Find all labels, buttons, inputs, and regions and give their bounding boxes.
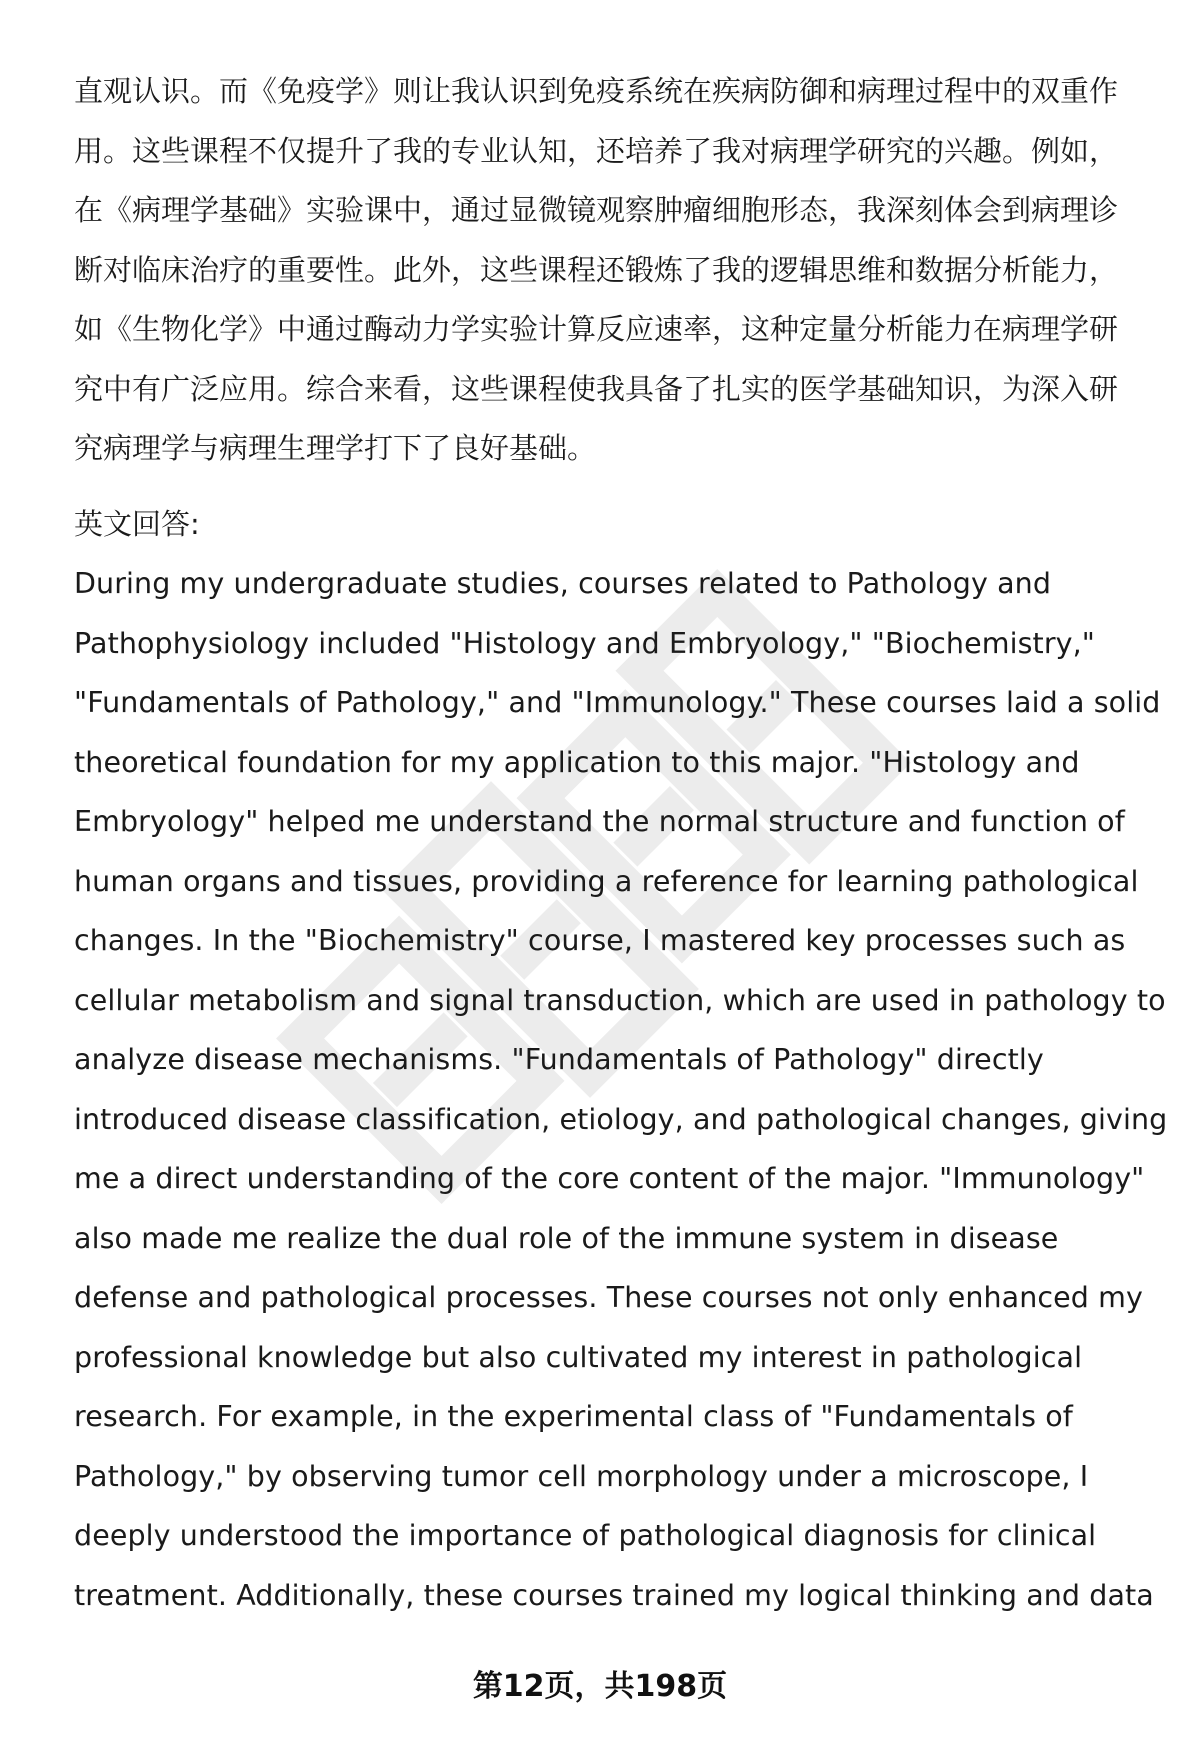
chinese-answer-line: 究中有广泛应用。综合来看，这些课程使我具备了扎实的医学基础知识，为深入研 [74, 371, 1119, 406]
english-answer-line: Pathology," by observing tumor cell morphology under a microscope, I [74, 1459, 1089, 1493]
english-answer-line: research. For example, in the experimental class of "Fundamentals of [74, 1400, 1073, 1433]
chinese-answer-paragraph [74, 62, 1154, 479]
english-answer-line: introduced disease classification, etiology, and pathological changes, giving [74, 1102, 1168, 1136]
chinese-answer-line: 断对临床治疗的重要性。此外，这些课程还锻炼了我的逻辑思维和数据分析能力， [74, 252, 1119, 287]
english-answer-line: professional knowledge but also cultivated my interest in pathological [74, 1340, 1083, 1374]
chinese-answer-line: 究病理学与病理生理学打下了良好基础。 [74, 431, 597, 465]
chinese-answer-line: 用。这些课程不仅提升了我的专业认知，还培养了我对病理学研究的兴趣。例如， [74, 133, 1119, 168]
english-answer-line: Embryology" helped me understand the normal structure and function of [74, 805, 1125, 838]
english-answer-label: 英文回答: [74, 506, 200, 541]
english-answer-line: treatment. Additionally, these courses trained my logical thinking and data [74, 1578, 1154, 1612]
page-number-footer: 第12页，共198页 [472, 1669, 728, 1704]
english-answer-line: me a direct understanding of the core content of the major. "Immunology" [74, 1162, 1145, 1195]
chinese-answer-line: 直观认识。而《免疫学》则让我认识到免疫系统在疾病防御和病理过程中的双重作 [74, 74, 1119, 108]
english-answer-line: deeply understood the importance of pathological diagnosis for clinical [74, 1519, 1097, 1552]
chinese-answer-line: 在《病理学基础》实验课中，通过显微镜观察肿瘤细胞形态，我深刻体会到病理诊 [74, 193, 1119, 227]
page-content [74, 62, 1168, 1625]
english-answer-line: also made me realize the dual role of the immune system in disease [74, 1221, 1059, 1255]
english-answer-line: During my undergraduate studies, courses related to Pathology and [74, 567, 1052, 600]
english-answer-line: analyze disease mechanisms. "Fundamentals of Pathology" directly [74, 1043, 1044, 1076]
english-answer-line: Pathophysiology included "Histology and Embryology," "Biochemistry," [74, 626, 1095, 660]
english-answer-line: defense and pathological processes. These courses not only enhanced my [74, 1281, 1143, 1314]
english-answer-line: theoretical foundation for my application to this major. "Histology and [74, 745, 1080, 779]
english-answer-line: human organs and tissues, providing a reference for learning pathological [74, 864, 1139, 898]
english-answer-paragraph [74, 554, 1168, 1625]
english-answer-line: changes. In the "Biochemistry" course, I mastered key processes such as [74, 924, 1126, 957]
english-answer-line: cellular metabolism and signal transduction, which are used in pathology to [74, 983, 1166, 1017]
chinese-answer-line: 如《生物化学》中通过酶动力学实验计算反应速率，这种定量分析能力在病理学研 [74, 312, 1119, 346]
english-answer-line: "Fundamentals of Pathology," and "Immunology." These courses laid a solid [74, 686, 1161, 719]
